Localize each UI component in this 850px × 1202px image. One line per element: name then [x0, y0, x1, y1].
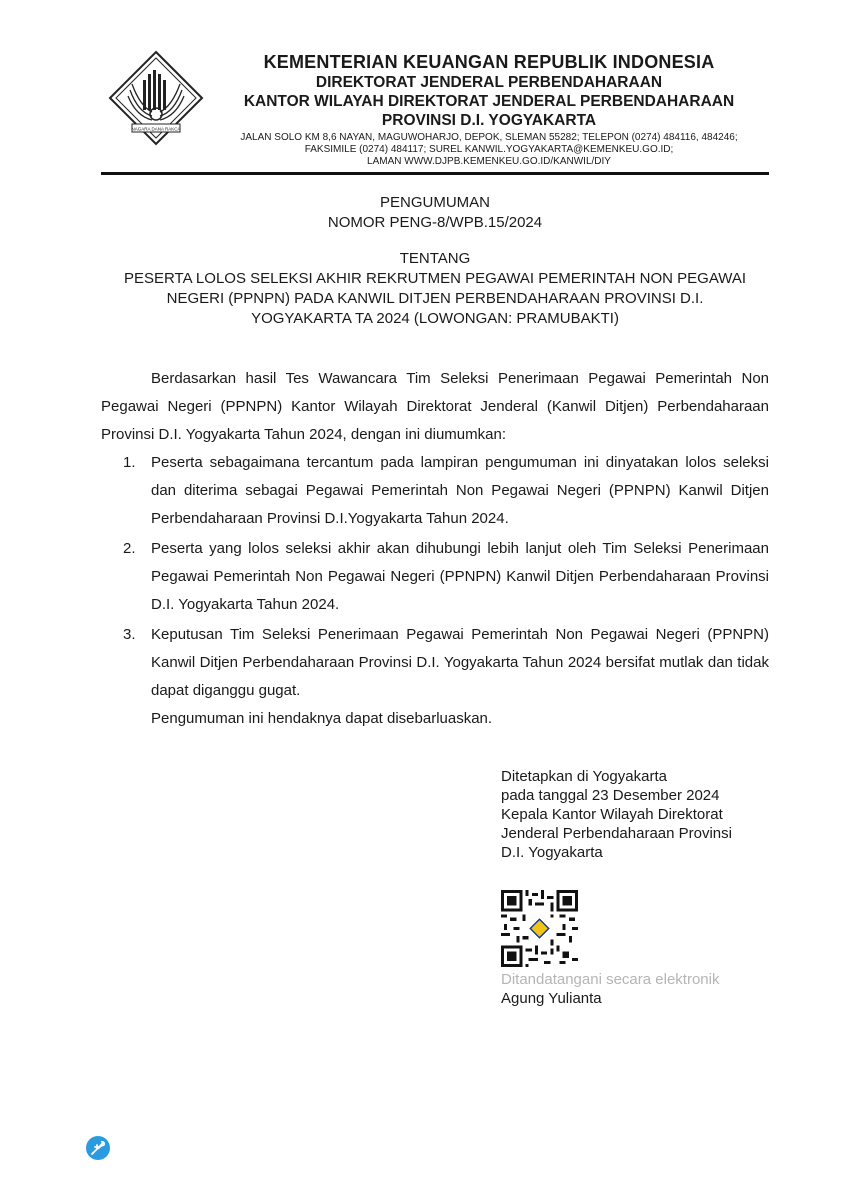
letterhead-province: PROVINSI D.I. YOGYAKARTA: [381, 112, 597, 129]
list-item: [101, 449, 769, 533]
announcement-subject-block: [101, 249, 769, 329]
list-item-text: Peserta yang lolos seleksi akhir akan dihubungi lebih lanjut oleh Tim Seleksi Penerimaan Pegawai Pemerintah Non Pegawai Negeri (PPNPN) Kanwil Ditjen Perbendaharaan Provinsi D.I. Yogyakarta Tahun 2024.: [151, 540, 769, 613]
subject-line-1: PESERTA LOLOS SELEKSI AKHIR REKRUTMEN PEGAWAI PEMERINTAH NON PEGAWAI: [123, 270, 747, 287]
list-item: [101, 621, 769, 705]
signature-date: pada tanggal 23 Desember 2024: [501, 787, 720, 804]
list-item: [101, 535, 769, 619]
letterhead-address-line-3: LAMAN WWW.DJPB.KEMENKEU.GO.ID/KANWIL/DIY: [367, 156, 611, 167]
subject-line-2: NEGERI (PPNPN) PADA KANWIL DITJEN PERBENDAHARAAN PROVINSI D.I.: [166, 290, 704, 307]
signer-position-2: Jenderal Perbendaharaan Provinsi: [501, 825, 732, 842]
emblem-ribbon-text: NAGARA DANA RAKCA: [131, 126, 181, 132]
letterhead-address-line-1: JALAN SOLO KM 8,6 NAYAN, MAGUWOHARJO, DEPOK, SLEMAN 55282; TELEPON (0274) 484116, 484246;: [240, 132, 738, 143]
list-item-number: 3.: [123, 626, 136, 643]
signer-name: Agung Yulianta: [501, 990, 602, 1007]
kementerian-keuangan-emblem-icon: [108, 50, 204, 146]
qr-code-icon: [501, 890, 578, 967]
announcement-number: NOMOR PENG-8/WPB.15/2024: [327, 214, 543, 231]
list-item-number: 1.: [123, 454, 136, 471]
intro-paragraph: Berdasarkan hasil Tes Wawancara Tim Seleksi Penerimaan Pegawai Pemerintah Non Pegawai Negeri (PPNPN) Kantor Wilayah Direktorat Jenderal (Kanwil Ditjen) Perbendaharaan Provinsi D.I. Yogyakarta Tahun 2024, dengan ini diumumkan:: [101, 370, 769, 443]
announcement-heading-block: [101, 193, 769, 233]
signer-position-1: Kepala Kantor Wilayah Direktorat: [501, 806, 723, 823]
subject-line-3: YOGYAKARTA TA 2024 (LOWONGAN: PRAMUBAKTI): [251, 310, 619, 327]
letterhead-divider: [101, 172, 769, 175]
signature-place: Ditetapkan di Yogyakarta: [501, 768, 667, 785]
letterhead-address-line-2: FAKSIMILE (0274) 484117; SUREL KANWIL.YOGYAKARTA@KEMENKEU.GO.ID;: [304, 144, 674, 155]
list-item-text: Peserta sebagaimana tercantum pada lampiran pengumuman ini dinyatakan lolos seleksi dan diterima sebagai Pegawai Pemerintah Non Pegawai Negeri (PPNPN) Kanwil Ditjen Perbendaharaan Provinsi D.I.Yogyakarta Tahun 2024.: [151, 454, 769, 527]
bsre-feather-icon: [86, 1136, 110, 1160]
decision-list: [101, 449, 769, 705]
announcement-body: [101, 365, 769, 733]
list-item-text: Keputusan Tim Seleksi Penerimaan Pegawai Pemerintah Non Pegawai Negeri (PPNPN) Kanwil Ditjen Perbendaharaan Provinsi D.I. Yogyakarta Tahun 2024 bersifat mutlak dan tidak dapat diganggu gugat.: [151, 626, 769, 699]
signature-block: [501, 767, 761, 862]
announcement-heading: PENGUMUMAN: [379, 194, 490, 211]
letterhead-regional-office: KANTOR WILAYAH DIREKTORAT JENDERAL PERBENDAHARAAN: [243, 93, 735, 110]
closing-sentence: Pengumuman ini hendaknya dapat disebarluaskan.: [151, 710, 493, 727]
letterhead: [208, 51, 770, 168]
signer-position-3: D.I. Yogyakarta: [501, 844, 603, 861]
list-item-number: 2.: [123, 540, 136, 557]
letterhead-ministry: KEMENTERIAN KEUANGAN REPUBLIK INDONESIA: [263, 52, 715, 72]
letterhead-directorate: DIREKTORAT JENDERAL PERBENDAHARAAN: [315, 74, 663, 91]
electronic-signature-note: Ditandatangani secara elektronik: [501, 971, 720, 988]
about-label: TENTANG: [399, 250, 471, 267]
